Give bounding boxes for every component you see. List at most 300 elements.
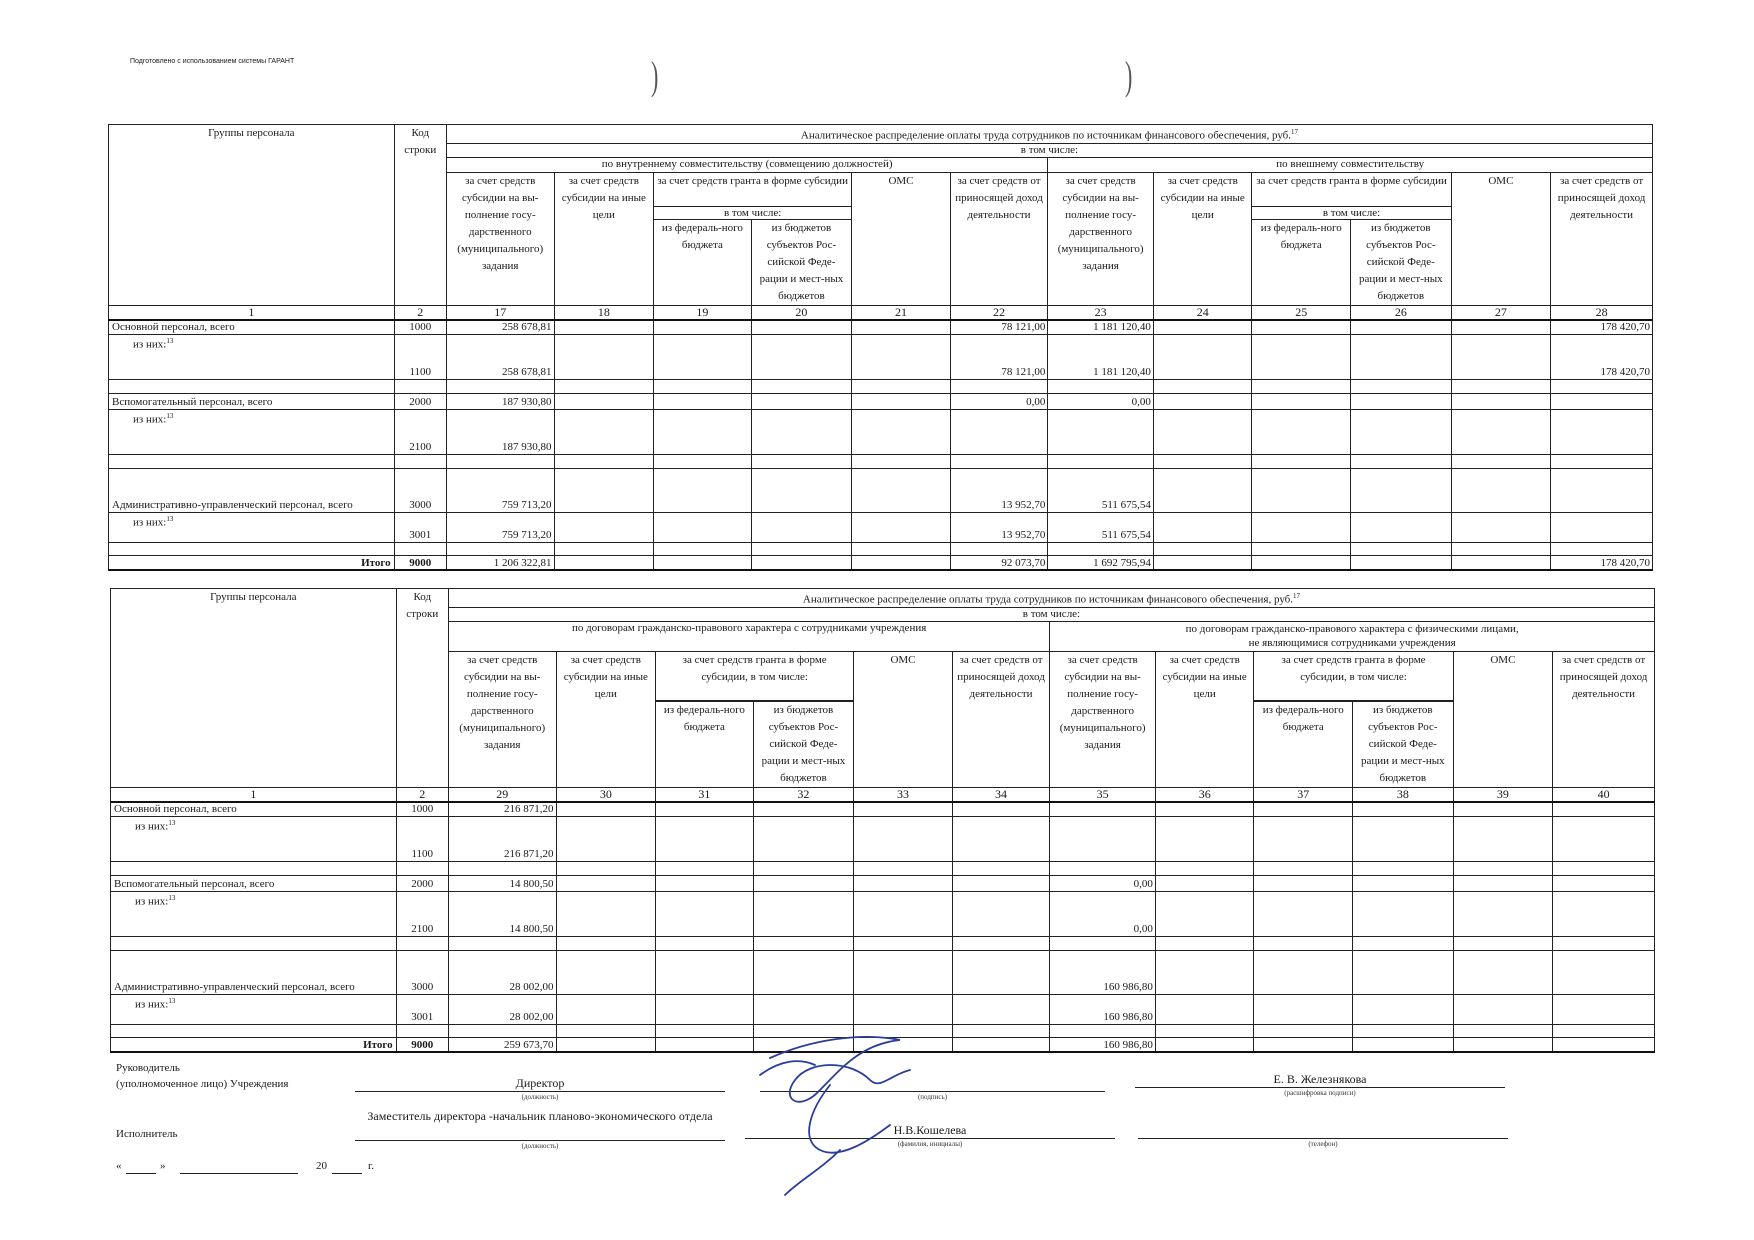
col-oms: ОМС xyxy=(1453,651,1553,787)
civil-contracts-employees-header: по договорам гражданско-правового характера с сотрудниками учреждения xyxy=(448,621,1049,651)
date-close-quote: » xyxy=(160,1160,166,1172)
cell-value xyxy=(1153,454,1252,468)
cell-value xyxy=(1155,994,1254,1024)
col-grant-including: в том числе: xyxy=(654,206,852,219)
cell-value: 1 181 120,40 xyxy=(1048,334,1154,379)
row-label xyxy=(109,454,395,468)
cell-value: 0,00 xyxy=(1050,875,1156,891)
cell-value xyxy=(1153,542,1252,555)
cell-value xyxy=(1351,320,1452,334)
column-number: 25 xyxy=(1252,305,1351,320)
including-header: в том числе: xyxy=(448,607,1654,621)
cell-value xyxy=(1050,936,1156,950)
row-label: из них:$^{13}$ xyxy=(109,512,395,542)
row-label xyxy=(111,1024,397,1037)
external-combination-header: по внешнему совместительству xyxy=(1048,157,1653,172)
head-label: Руководитель xyxy=(116,1062,180,1074)
column-number: 17 xyxy=(446,305,554,320)
col-regional: из бюджетов субъектов Рос-сийской Феде-рации и мест-ных бюджетов xyxy=(751,219,852,305)
cell-value xyxy=(1453,1024,1553,1037)
col-regional: из бюджетов субъектов Рос-сийской Феде-рации и мест-ных бюджетов xyxy=(1351,219,1452,305)
cell-value xyxy=(1553,936,1655,950)
cell-value xyxy=(1553,994,1655,1024)
cell-value xyxy=(656,891,754,936)
cell-value xyxy=(952,994,1050,1024)
row-label: Основной персонал, всего xyxy=(111,802,397,816)
row-code: 2100 xyxy=(396,891,448,936)
cell-value: 178 420,70 xyxy=(1551,334,1653,379)
cell-value xyxy=(1155,861,1254,875)
cell-value xyxy=(1048,454,1154,468)
cell-value xyxy=(1252,468,1351,512)
row-code: 2000 xyxy=(394,393,446,409)
column-number: 28 xyxy=(1551,305,1653,320)
cell-value xyxy=(854,875,953,891)
row-label: Административно-управленческий персонал, всего xyxy=(111,950,397,994)
cell-value xyxy=(751,320,852,334)
cell-value xyxy=(554,320,654,334)
civil-contracts-individuals-header: по договорам гражданско-правового характера с физическими лицами, не являющимися сотрудниками учреждения xyxy=(1050,621,1655,651)
cell-value xyxy=(753,936,854,950)
cell-value xyxy=(1451,320,1551,334)
cell-value: 92 073,70 xyxy=(950,555,1048,570)
date-month-line xyxy=(180,1173,298,1174)
cell-value xyxy=(852,512,951,542)
col-federal: из федераль-ного бюджета xyxy=(1252,219,1351,305)
table-row xyxy=(111,861,1655,875)
table-row xyxy=(111,875,1655,891)
row-code: 3001 xyxy=(396,994,448,1024)
col-header-code: Код строки xyxy=(396,589,448,788)
row-code: 2000 xyxy=(396,875,448,891)
table-row xyxy=(109,409,1653,454)
cell-value xyxy=(854,802,953,816)
total-row xyxy=(109,555,1653,570)
cell-value xyxy=(1254,1024,1353,1037)
cell-value xyxy=(554,542,654,555)
column-number: 35 xyxy=(1050,787,1156,802)
table-row xyxy=(109,454,1653,468)
cell-value: 0,00 xyxy=(950,393,1048,409)
including-header: в том числе: xyxy=(446,143,1652,157)
salary-distribution-table-2 xyxy=(110,588,1655,1053)
column-number: 30 xyxy=(556,787,656,802)
cell-value xyxy=(654,555,752,570)
col-income: за счет средств от приносящей доход деятельности xyxy=(1553,651,1655,787)
cell-value xyxy=(656,875,754,891)
cell-value xyxy=(1254,861,1353,875)
head-name: Е. В. Железнякова xyxy=(1273,1072,1367,1086)
date-open-quote: « xyxy=(116,1160,122,1172)
cell-value xyxy=(554,393,654,409)
cell-value xyxy=(656,1037,754,1052)
cell-value xyxy=(852,334,951,379)
cell-value xyxy=(852,379,951,393)
cell-value xyxy=(1453,875,1553,891)
cell-value xyxy=(1050,802,1156,816)
cell-value xyxy=(1453,802,1553,816)
col-regional: из бюджетов субъектов Рос-сийской Феде-рации и мест-ных бюджетов xyxy=(753,701,854,787)
cell-value xyxy=(1252,393,1351,409)
cell-value: 1 206 322,81 xyxy=(446,555,554,570)
column-number: 1 xyxy=(111,787,397,802)
cell-value xyxy=(1153,468,1252,512)
col-federal: из федераль-ного бюджета xyxy=(1254,701,1353,787)
cell-value: 216 871,20 xyxy=(448,802,556,816)
column-numbers-row xyxy=(111,787,1655,802)
cell-value xyxy=(1155,936,1254,950)
cell-value xyxy=(1254,875,1353,891)
row-code: 1000 xyxy=(396,802,448,816)
cell-value xyxy=(1553,802,1655,816)
column-number: 19 xyxy=(654,305,752,320)
cell-value xyxy=(1451,393,1551,409)
cell-value xyxy=(654,512,752,542)
cell-value xyxy=(1153,320,1252,334)
cell-value xyxy=(751,468,852,512)
col-state-task: за счет средств субсидии на вы-полнение госу-дарственного (муниципального) задания xyxy=(1050,651,1156,787)
cell-value: 14 800,50 xyxy=(448,875,556,891)
cell-value xyxy=(654,468,752,512)
cell-value xyxy=(950,379,1048,393)
row-label: Вспомогательный персонал, всего xyxy=(111,875,397,891)
cell-value xyxy=(854,891,953,936)
col-income: за счет средств от приносящей доход деятельности xyxy=(950,172,1048,305)
table-row xyxy=(109,393,1653,409)
row-label xyxy=(111,936,397,950)
column-numbers-row xyxy=(109,305,1653,320)
row-label: Итого xyxy=(111,1037,397,1052)
salary-distribution-table-1 xyxy=(108,124,1653,571)
column-number: 29 xyxy=(448,787,556,802)
cell-value xyxy=(656,861,754,875)
cell-value xyxy=(556,1024,656,1037)
cell-value xyxy=(1153,555,1252,570)
cell-value: 187 930,80 xyxy=(446,409,554,454)
cell-value xyxy=(1155,875,1254,891)
column-number: 39 xyxy=(1453,787,1553,802)
table-row xyxy=(111,994,1655,1024)
col-income: за счет средств от приносящей доход деятельности xyxy=(1551,172,1653,305)
table-row xyxy=(109,468,1653,512)
col-grant: за счет средств гранта в форме субсидии xyxy=(1252,172,1451,206)
table-row xyxy=(111,816,1655,861)
row-label: из них:$^{13}$ xyxy=(111,994,397,1024)
garant-note: Подготовлено с использованием системы ГАРАНТ xyxy=(130,58,295,65)
col-other-goals: за счет средств субсидии на иные цели xyxy=(554,172,654,305)
cell-value xyxy=(556,994,656,1024)
row-code: 3000 xyxy=(394,468,446,512)
cell-value xyxy=(1353,875,1454,891)
row-label: из них:$^{13}$ xyxy=(111,816,397,861)
column-number: 20 xyxy=(751,305,852,320)
cell-value xyxy=(1351,393,1452,409)
cell-value xyxy=(1254,936,1353,950)
column-number: 21 xyxy=(852,305,951,320)
row-code: 2100 xyxy=(394,409,446,454)
cell-value xyxy=(751,555,852,570)
cell-value: 216 871,20 xyxy=(448,816,556,861)
cell-value xyxy=(656,994,754,1024)
cell-value xyxy=(656,950,754,994)
cell-value: 28 002,00 xyxy=(448,994,556,1024)
row-code xyxy=(394,454,446,468)
cell-value: 1 181 120,40 xyxy=(1048,320,1154,334)
cell-value xyxy=(446,454,554,468)
cell-value xyxy=(1252,555,1351,570)
cell-value: 14 800,50 xyxy=(448,891,556,936)
table-row xyxy=(111,950,1655,994)
column-number: 23 xyxy=(1048,305,1154,320)
punch-hole-mark: ) xyxy=(650,53,659,98)
cell-value xyxy=(556,936,656,950)
cell-value xyxy=(1553,1037,1655,1052)
cell-value xyxy=(1254,950,1353,994)
cell-value xyxy=(1048,409,1154,454)
cell-value xyxy=(751,334,852,379)
cell-value xyxy=(654,334,752,379)
column-number: 36 xyxy=(1155,787,1254,802)
col-income: за счет средств от приносящей доход деятельности xyxy=(952,651,1050,787)
cell-value xyxy=(1353,950,1454,994)
col-state-task: за счет средств субсидии на вы-полнение госу-дарственного (муниципального) задания xyxy=(1048,172,1154,305)
cell-value xyxy=(1353,861,1454,875)
executor-position-line xyxy=(355,1140,725,1141)
cell-value xyxy=(1451,542,1551,555)
cell-value: 187 930,80 xyxy=(446,393,554,409)
cell-value xyxy=(1353,994,1454,1024)
col-federal: из федераль-ного бюджета xyxy=(654,219,752,305)
cell-value xyxy=(1153,393,1252,409)
cell-value xyxy=(1451,555,1551,570)
cell-value xyxy=(1553,875,1655,891)
row-code xyxy=(396,861,448,875)
table-row xyxy=(111,891,1655,936)
cell-value xyxy=(1155,816,1254,861)
row-code xyxy=(396,1024,448,1037)
col-grant-including: в том числе: xyxy=(1252,206,1451,219)
cell-value xyxy=(1351,512,1452,542)
cell-value xyxy=(1254,994,1353,1024)
cell-value: 1 692 795,94 xyxy=(1048,555,1154,570)
table-row xyxy=(109,542,1653,555)
cell-value xyxy=(1553,891,1655,936)
cell-value xyxy=(753,861,854,875)
cell-value xyxy=(654,379,752,393)
cell-value xyxy=(952,891,1050,936)
cell-value xyxy=(952,1037,1050,1052)
cell-value xyxy=(1551,542,1653,555)
punch-hole-mark: ) xyxy=(1124,53,1133,98)
cell-value xyxy=(1252,320,1351,334)
cell-value xyxy=(554,512,654,542)
cell-value xyxy=(952,861,1050,875)
cell-value xyxy=(852,409,951,454)
cell-value: 258 678,81 xyxy=(446,334,554,379)
phone-caption: (телефон) xyxy=(1308,1140,1338,1148)
cell-value xyxy=(656,816,754,861)
cell-value xyxy=(854,861,953,875)
row-code: 9000 xyxy=(396,1037,448,1052)
cell-value xyxy=(556,861,656,875)
table-title: Аналитическое распределение оплаты труда сотрудников по источникам финансового обеспечения, руб.$^{17}$ xyxy=(448,589,1654,608)
col-state-task: за счет средств субсидии на вы-полнение госу-дарственного (муниципального) задания xyxy=(446,172,554,305)
row-code: 1000 xyxy=(394,320,446,334)
cell-value xyxy=(556,950,656,994)
column-number: 38 xyxy=(1353,787,1454,802)
executor-position: Заместитель директора -начальник планово-экономического отдела xyxy=(367,1109,713,1123)
date-year-prefix: 20 xyxy=(316,1160,327,1172)
cell-value xyxy=(1351,334,1452,379)
cell-value xyxy=(1254,816,1353,861)
cell-value xyxy=(852,542,951,555)
table-row xyxy=(109,320,1653,334)
cell-value xyxy=(1155,1024,1254,1037)
col-other-goals: за счет средств субсидии на иные цели xyxy=(1155,651,1254,787)
cell-value xyxy=(1351,555,1452,570)
cell-value xyxy=(753,875,854,891)
row-code: 3001 xyxy=(394,512,446,542)
cell-value xyxy=(952,936,1050,950)
cell-value xyxy=(656,936,754,950)
col-grant: за счет средств гранта в форме субсидии xyxy=(654,172,852,206)
cell-value xyxy=(1252,454,1351,468)
cell-value xyxy=(1353,802,1454,816)
cell-value xyxy=(1252,512,1351,542)
cell-value: 759 713,20 xyxy=(446,468,554,512)
name-caption: (расшифровка подписи) xyxy=(1284,1089,1356,1097)
cell-value xyxy=(751,409,852,454)
cell-value xyxy=(1353,936,1454,950)
cell-value xyxy=(1155,802,1254,816)
cell-value xyxy=(1050,861,1156,875)
cell-value xyxy=(1351,468,1452,512)
position-caption: (должность) xyxy=(521,1093,559,1101)
cell-value xyxy=(1453,1037,1553,1052)
cell-value xyxy=(952,875,1050,891)
cell-value xyxy=(1048,542,1154,555)
col-oms: ОМС xyxy=(852,172,951,305)
cell-value xyxy=(1254,891,1353,936)
cell-value xyxy=(1252,409,1351,454)
row-code: 3000 xyxy=(396,950,448,994)
column-number: 24 xyxy=(1153,305,1252,320)
cell-value xyxy=(1351,454,1452,468)
cell-value xyxy=(1551,454,1653,468)
date-year-line xyxy=(332,1173,362,1174)
cell-value xyxy=(1048,379,1154,393)
row-label xyxy=(109,542,395,555)
cell-value xyxy=(852,454,951,468)
cell-value xyxy=(554,454,654,468)
cell-value xyxy=(1453,861,1553,875)
cell-value xyxy=(852,555,951,570)
column-number: 34 xyxy=(952,787,1050,802)
cell-value xyxy=(1553,816,1655,861)
cell-value xyxy=(751,379,852,393)
cell-value xyxy=(556,875,656,891)
cell-value: 259 673,70 xyxy=(448,1037,556,1052)
column-number: 1 xyxy=(109,305,395,320)
table-row xyxy=(111,936,1655,950)
cell-value xyxy=(952,802,1050,816)
cell-value xyxy=(854,816,953,861)
cell-value xyxy=(554,409,654,454)
cell-value xyxy=(751,393,852,409)
cell-value xyxy=(751,454,852,468)
cell-value: 178 420,70 xyxy=(1551,320,1653,334)
cell-value xyxy=(656,1024,754,1037)
cell-value xyxy=(1453,950,1553,994)
column-number: 22 xyxy=(950,305,1048,320)
cell-value xyxy=(1155,950,1254,994)
col-state-task: за счет средств субсидии на вы-полнение госу-дарственного (муниципального) задания xyxy=(448,651,556,787)
table-row xyxy=(109,379,1653,393)
column-number: 31 xyxy=(656,787,754,802)
cell-value xyxy=(1153,334,1252,379)
column-number: 37 xyxy=(1254,787,1353,802)
column-number: 18 xyxy=(554,305,654,320)
col-grant: за счет средств гранта в форме субсидии, в том числе: xyxy=(1254,651,1453,700)
cell-value xyxy=(1050,816,1156,861)
cell-value xyxy=(1553,950,1655,994)
cell-value xyxy=(554,379,654,393)
row-code xyxy=(394,542,446,555)
row-label: Вспомогательный персонал, всего xyxy=(109,393,395,409)
row-code: 9000 xyxy=(394,555,446,570)
cell-value xyxy=(1451,468,1551,512)
cell-value xyxy=(556,802,656,816)
cell-value xyxy=(446,542,554,555)
position-caption: (должность) xyxy=(521,1142,559,1150)
cell-value xyxy=(448,1024,556,1037)
col-header-group: Группы персонала xyxy=(109,125,395,306)
row-label: из них:$^{13}$ xyxy=(109,334,395,379)
cell-value xyxy=(1553,1024,1655,1037)
cell-value xyxy=(952,816,1050,861)
cell-value xyxy=(654,409,752,454)
col-oms: ОМС xyxy=(854,651,953,787)
cell-value xyxy=(1451,512,1551,542)
row-label: Основной персонал, всего xyxy=(109,320,395,334)
row-code xyxy=(396,936,448,950)
cell-value xyxy=(448,861,556,875)
cell-value xyxy=(1254,1037,1353,1052)
date-year-suffix: г. xyxy=(368,1160,375,1172)
cell-value xyxy=(1252,542,1351,555)
cell-value: 160 986,80 xyxy=(1050,1037,1156,1052)
executor-name: Н.В.Кошелева xyxy=(893,1123,967,1137)
cell-value: 160 986,80 xyxy=(1050,994,1156,1024)
cell-value xyxy=(751,542,852,555)
cell-value: 759 713,20 xyxy=(446,512,554,542)
cell-value xyxy=(852,320,951,334)
cell-value xyxy=(1451,409,1551,454)
cell-value xyxy=(556,816,656,861)
cell-value xyxy=(1254,802,1353,816)
table-row xyxy=(109,512,1653,542)
cell-value xyxy=(654,454,752,468)
cell-value: 511 675,54 xyxy=(1048,512,1154,542)
cell-value xyxy=(1551,379,1653,393)
date-day-line xyxy=(126,1173,156,1174)
cell-value: 258 678,81 xyxy=(446,320,554,334)
cell-value xyxy=(753,816,854,861)
column-number: 2 xyxy=(396,787,448,802)
col-oms: ОМС xyxy=(1451,172,1551,305)
cell-value xyxy=(448,936,556,950)
cell-value xyxy=(1451,379,1551,393)
